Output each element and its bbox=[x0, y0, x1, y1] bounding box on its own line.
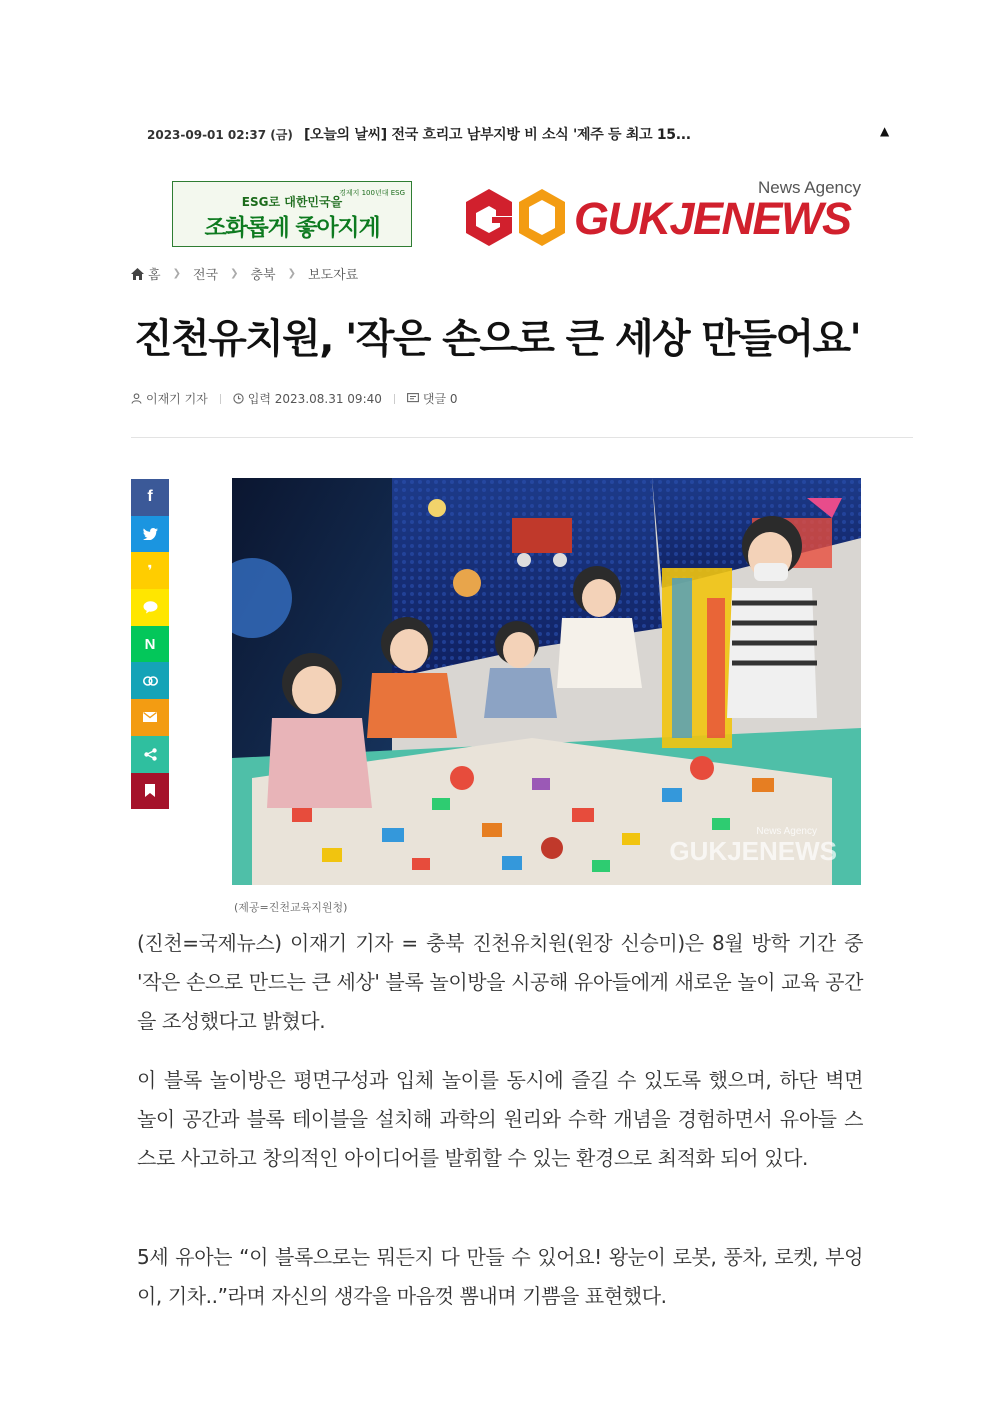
user-icon bbox=[131, 393, 142, 404]
article-paragraph: 5세 유아는 “이 블록으로는 뭐든지 다 만들 수 있어요! 왕눈이 로봇, 풍차, 로켓, 부엉이, 기차..”라며 자신의 생각을 마음껏 뽐내며 기쁨을 표현했다. bbox=[137, 1245, 863, 1308]
breadcrumb-item[interactable]: 보도자료 bbox=[307, 268, 359, 283]
kakaotalk-share-button[interactable] bbox=[131, 589, 169, 626]
article-title: 진천유치원, '작은 손으로 큰 세상 만들어요' bbox=[134, 316, 861, 362]
article-author[interactable]: 이재기 기자 bbox=[146, 392, 208, 406]
envelope-icon bbox=[143, 712, 157, 722]
share-nodes-icon bbox=[144, 748, 157, 761]
ticker-datetime: 2023-09-01 02:37 (금) bbox=[147, 128, 293, 142]
header-divider bbox=[131, 437, 913, 438]
article-paragraph: (진천=국제뉴스) 이재기 기자 = 충북 진천유치원(원장 신승미)은 8월 방학 기간 중 '작은 손으로 만드는 큰 세상' 블록 놀이방을 시공해 유아들에게 새로운 놀이 교육 공간을 조성했다고 밝혔다. bbox=[137, 931, 863, 1033]
home-icon[interactable] bbox=[131, 268, 144, 280]
photo-watermark: GUKJENEWS bbox=[669, 836, 837, 866]
breadcrumb-item[interactable]: 전국 bbox=[192, 268, 219, 283]
link-icon bbox=[143, 676, 158, 686]
comment-icon bbox=[407, 393, 419, 404]
photo-caption: (제공=진천교육지원청) bbox=[234, 901, 348, 914]
bookmark-button[interactable] bbox=[131, 773, 169, 810]
kakaostory-share-button[interactable] bbox=[131, 552, 169, 589]
article-photo[interactable] bbox=[232, 478, 861, 885]
article-date: 입력 2023.08.31 09:40 bbox=[247, 392, 382, 406]
photo-watermark-sub: News Agency bbox=[756, 826, 817, 837]
chevron-right-icon: ❯ bbox=[172, 268, 181, 279]
breadcrumb-item[interactable]: 충북 bbox=[250, 268, 276, 283]
email-share-button[interactable] bbox=[131, 699, 169, 736]
logo-subtitle: News Agency bbox=[758, 178, 861, 197]
twitter-icon bbox=[143, 528, 158, 540]
facebook-share-button[interactable] bbox=[131, 479, 169, 516]
share-button[interactable] bbox=[131, 736, 169, 773]
naver-share-button[interactable] bbox=[131, 626, 169, 663]
copy-link-button[interactable] bbox=[131, 662, 169, 699]
photo-illustration bbox=[232, 478, 861, 885]
clock-icon bbox=[233, 393, 244, 404]
breadcrumb-home[interactable]: 홈 bbox=[148, 268, 161, 283]
esg-ad-banner[interactable] bbox=[172, 181, 412, 247]
article-comments[interactable]: 댓글 0 bbox=[422, 392, 458, 406]
twitter-share-button[interactable] bbox=[131, 516, 169, 553]
share-bar bbox=[131, 479, 169, 809]
speech-bubble-icon bbox=[143, 601, 158, 614]
chevron-right-icon: ❯ bbox=[230, 268, 239, 279]
article-meta bbox=[131, 390, 458, 407]
facebook-icon: f bbox=[147, 488, 153, 506]
esg-banner-line2: 조화롭게 좋아지게 bbox=[204, 215, 380, 241]
bookmark-icon bbox=[145, 784, 155, 797]
esg-banner-line1: ESG로 대한민국을 bbox=[241, 195, 343, 209]
esg-banner-mini: 경제지 100년대 ESG bbox=[339, 189, 405, 197]
logo-mark-icon[interactable] bbox=[462, 186, 570, 248]
meta-divider bbox=[394, 394, 395, 404]
chevron-right-icon: ❯ bbox=[287, 268, 296, 279]
breadcrumb bbox=[131, 264, 358, 283]
logo-name[interactable]: GUKJENEWS bbox=[574, 193, 851, 244]
naver-icon: N bbox=[144, 635, 156, 653]
caret-up-icon[interactable]: ▲ bbox=[880, 124, 890, 138]
meta-divider bbox=[220, 394, 221, 404]
ticker-headline[interactable]: [오늘의 날씨] 전국 흐리고 남부지방 비 소식 '제주 등 최고 15... bbox=[304, 127, 691, 143]
kakaostory-icon: ❜ bbox=[147, 562, 153, 579]
article-paragraph: 이 블록 놀이방은 평면구성과 입체 놀이를 동시에 즐길 수 있도록 했으며, 하단 벽면 놀이 공간과 블록 테이블을 설치해 과학의 원리와 수학 개념을 경험하면서 유아들 스스로 사고하고 창의적인 아이디어를 발휘할 수 있는 환경으로 최적화 되어 있다. bbox=[137, 1068, 863, 1170]
